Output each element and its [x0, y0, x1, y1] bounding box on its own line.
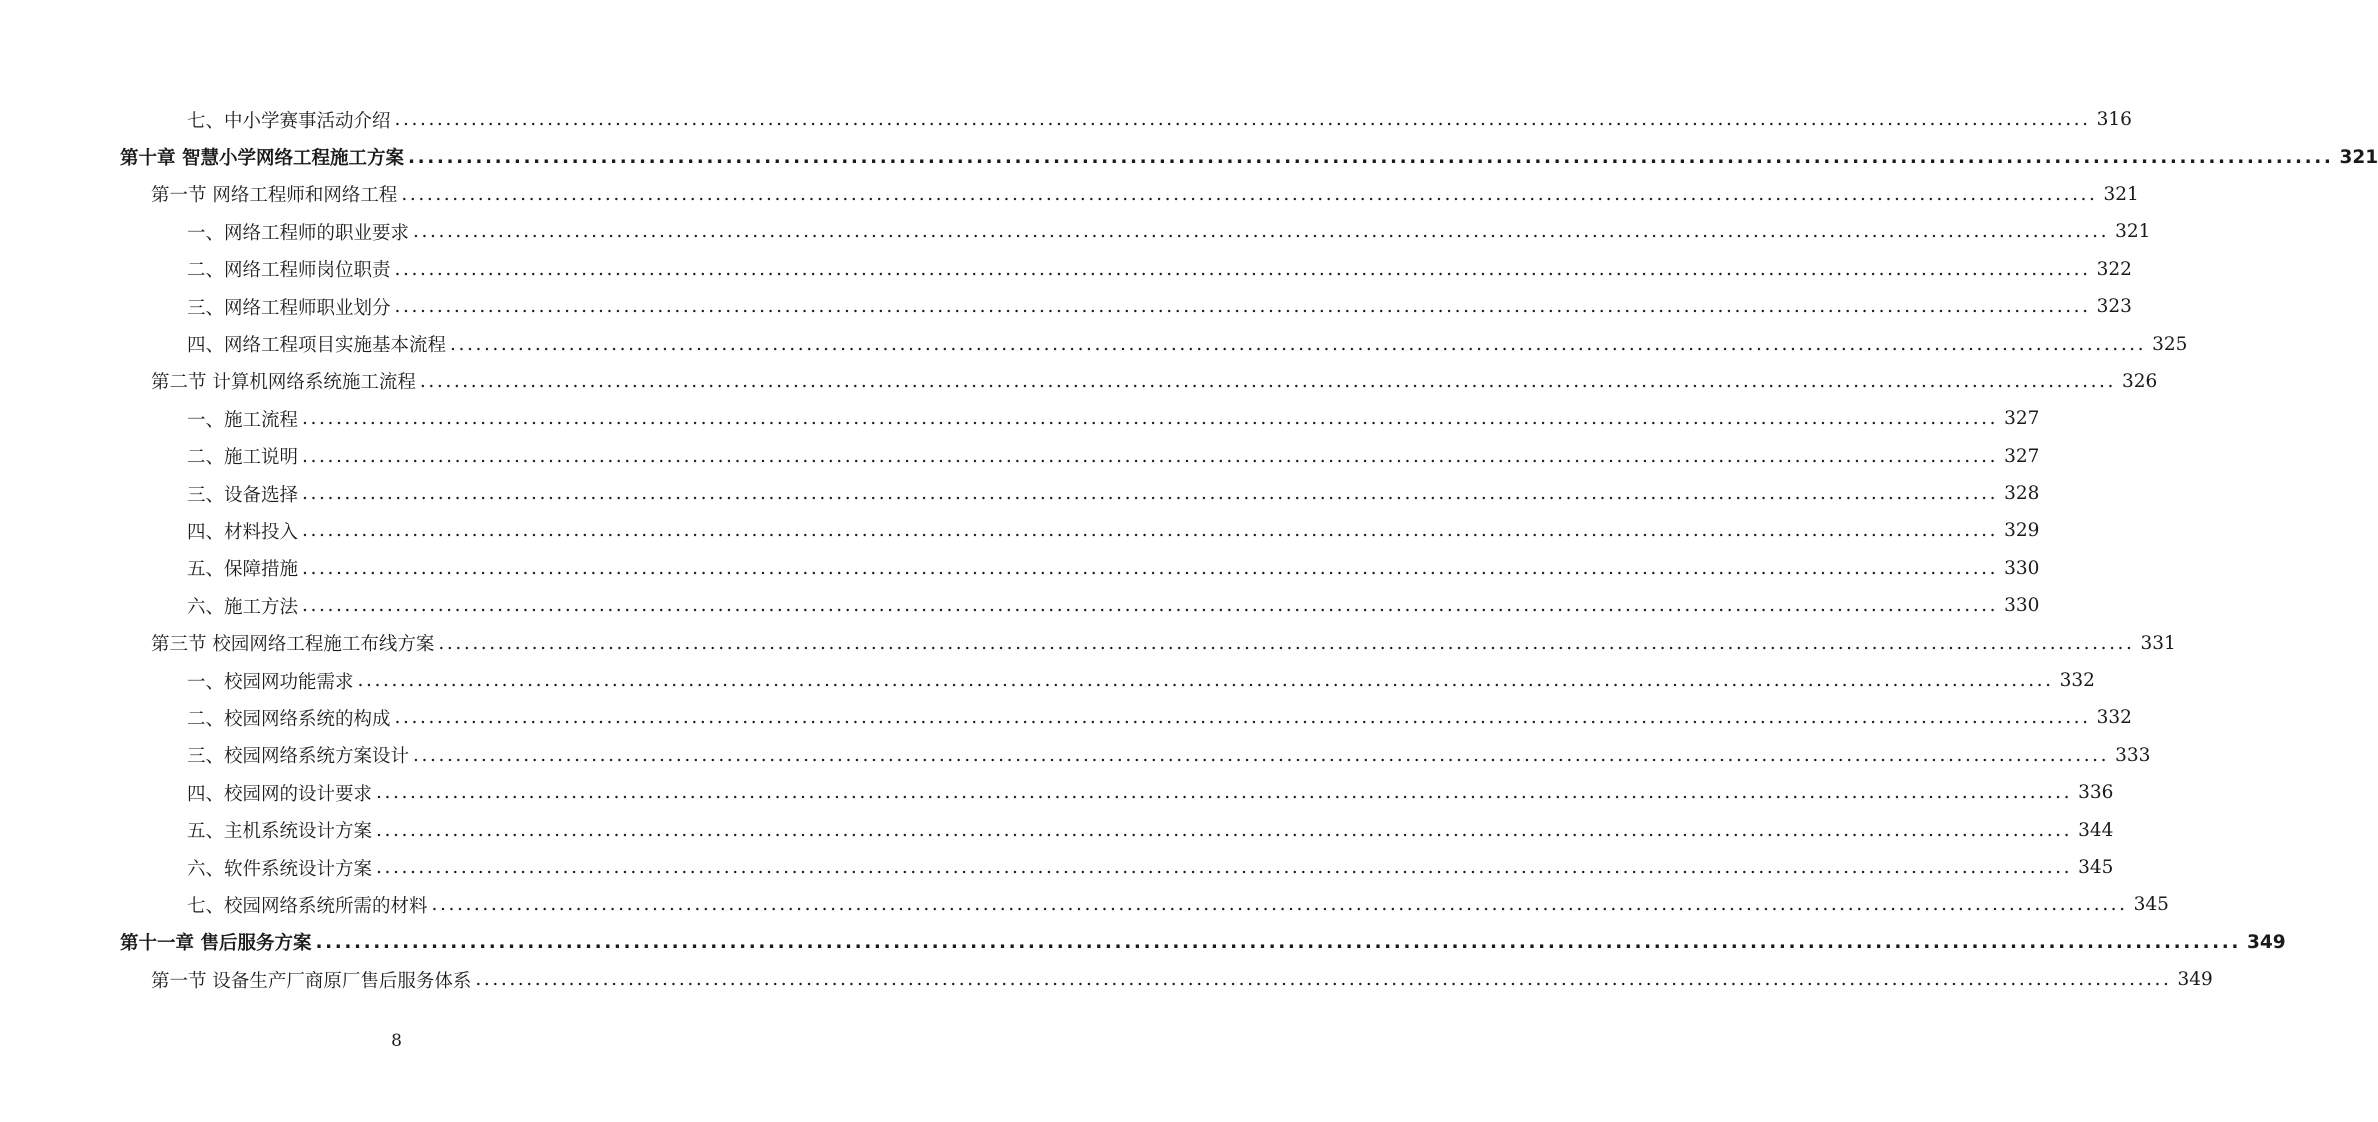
toc-entry-item[interactable] — [0, 213, 2151, 250]
toc-entry-item[interactable] — [0, 774, 2114, 811]
toc-entry-title: 六、软件系统设计方案 — [187, 858, 373, 880]
toc-entry-page: 328 — [2004, 483, 2040, 505]
dot-leader: ........................................................................................................................................................................................................ — [419, 370, 2117, 392]
dot-leader: ........................................................................................................................................................................................................ — [407, 146, 2334, 168]
toc-entry-item[interactable] — [0, 438, 2040, 475]
dot-leader: ........................................................................................................................................................................................................ — [413, 221, 2110, 243]
toc-entry-page: 349 — [2247, 931, 2286, 953]
toc-entry-page: 329 — [2004, 520, 2040, 542]
dot-leader: ........................................................................................................................................................................................................ — [475, 969, 2172, 991]
dot-leader: ........................................................................................................................................................................................................ — [302, 445, 1999, 467]
toc-entry-title: 七、校园网络系统所需的材料 — [187, 895, 428, 917]
toc-entry-section[interactable] — [0, 176, 2139, 213]
dot-leader: ........................................................................................................................................................................................................ — [394, 109, 2091, 131]
toc-entry-title: 第一节 设备生产厂商原厂售后服务体系 — [151, 970, 472, 992]
toc-entry-title: 二、网络工程师岗位职责 — [187, 260, 391, 282]
toc-entry-item[interactable] — [0, 325, 2188, 362]
toc-entry-item[interactable] — [0, 811, 2114, 848]
toc-entry-chapter[interactable] — [0, 924, 2286, 961]
toc-entry-page: 321 — [2103, 183, 2139, 205]
toc-entry-item[interactable] — [0, 400, 2040, 437]
toc-entry-page: 330 — [2004, 595, 2040, 617]
toc-entry-page: 331 — [2140, 632, 2176, 654]
toc-entry-section[interactable] — [0, 363, 2158, 400]
dot-leader: ........................................................................................................................................................................................................ — [302, 408, 1999, 430]
toc-entry-page: 336 — [2078, 782, 2114, 804]
toc-entry-item[interactable] — [0, 101, 2132, 138]
toc-entry-title: 三、设备选择 — [187, 484, 299, 506]
toc-entry-title: 第三节 校园网络工程施工布线方案 — [151, 634, 435, 656]
toc-entry-item[interactable] — [0, 849, 2114, 886]
toc-entry-item[interactable] — [0, 475, 2040, 512]
toc-entry-title: 二、校园网络系统的构成 — [187, 708, 391, 730]
toc-entry-title: 一、网络工程师的职业要求 — [187, 222, 410, 244]
toc-entry-title: 一、施工流程 — [187, 409, 299, 431]
toc-entry-page: 344 — [2078, 819, 2114, 841]
toc-entry-page: 321 — [2339, 146, 2378, 168]
toc-entry-page: 322 — [2096, 258, 2132, 280]
dot-leader: ........................................................................................................................................................................................................ — [413, 744, 2110, 766]
table-of-contents — [0, 101, 2378, 998]
toc-entry-title: 第十一章 售后服务方案 — [120, 933, 312, 955]
toc-entry-page: 332 — [2059, 670, 2095, 692]
toc-entry-page: 333 — [2115, 744, 2151, 766]
dot-leader: ........................................................................................................................................................................................................ — [376, 819, 2073, 841]
toc-entry-title: 二、施工说明 — [187, 447, 299, 469]
toc-entry-title: 三、网络工程师职业划分 — [187, 297, 391, 319]
dot-leader: ........................................................................................................................................................................................................ — [302, 557, 1999, 579]
toc-entry-item[interactable] — [0, 699, 2132, 736]
dot-leader: ........................................................................................................................................................................................................ — [357, 670, 2054, 692]
toc-entry-title: 第十章 智慧小学网络工程施工方案 — [120, 148, 404, 170]
dot-leader: ........................................................................................................................................................................................................ — [450, 333, 2147, 355]
toc-entry-page: 349 — [2177, 969, 2213, 991]
toc-entry-item[interactable] — [0, 587, 2040, 624]
toc-entry-page: 323 — [2096, 296, 2132, 318]
toc-entry-title: 六、施工方法 — [187, 596, 299, 618]
toc-entry-title: 第一节 网络工程师和网络工程 — [151, 185, 398, 207]
toc-entry-title: 五、主机系统设计方案 — [187, 821, 373, 843]
toc-entry-item[interactable] — [0, 512, 2040, 549]
toc-entry-title: 七、中小学赛事活动介绍 — [187, 110, 391, 132]
toc-entry-title: 四、网络工程项目实施基本流程 — [187, 335, 447, 357]
dot-leader: ........................................................................................................................................................................................................ — [401, 183, 2098, 205]
toc-entry-section[interactable] — [0, 961, 2213, 998]
dot-leader: ........................................................................................................................................................................................................ — [376, 857, 2073, 878]
toc-entry-page: 327 — [2004, 445, 2040, 467]
dot-leader: ........................................................................................................................................................................................................ — [376, 782, 2073, 804]
toc-entry-page: 316 — [2096, 109, 2132, 131]
toc-entry-item[interactable] — [0, 662, 2095, 699]
toc-entry-page: 345 — [2078, 857, 2114, 878]
toc-entry-page: 321 — [2115, 221, 2151, 243]
toc-entry-item[interactable] — [0, 737, 2151, 774]
toc-entry-section[interactable] — [0, 624, 2176, 661]
toc-entry-page: 332 — [2096, 707, 2132, 729]
dot-leader: ........................................................................................................................................................................................................ — [315, 931, 2242, 953]
toc-entry-page: 330 — [2004, 557, 2040, 579]
dot-leader: ........................................................................................................................................................................................................ — [302, 520, 1999, 542]
dot-leader: ........................................................................................................................................................................................................ — [394, 296, 2091, 318]
dot-leader: ........................................................................................................................................................................................................ — [394, 258, 2091, 280]
dot-leader: ........................................................................................................................................................................................................ — [302, 595, 1999, 617]
toc-entry-title: 五、保障措施 — [187, 559, 299, 581]
toc-entry-page: 327 — [2004, 408, 2040, 430]
toc-entry-item[interactable] — [0, 886, 2169, 923]
toc-entry-page: 325 — [2152, 333, 2188, 355]
toc-entry-title: 四、材料投入 — [187, 521, 299, 543]
dot-leader: ........................................................................................................................................................................................................ — [431, 894, 2128, 916]
dot-leader: ........................................................................................................................................................................................................ — [302, 483, 1999, 505]
toc-entry-item[interactable] — [0, 251, 2132, 288]
dot-leader: ........................................................................................................................................................................................................ — [438, 632, 2135, 654]
toc-entry-item[interactable] — [0, 288, 2132, 325]
toc-entry-title: 一、校园网功能需求 — [187, 671, 354, 693]
toc-entry-title: 第二节 计算机网络系统施工流程 — [151, 372, 416, 394]
toc-entry-title: 四、校园网的设计要求 — [187, 783, 373, 805]
toc-entry-page: 326 — [2122, 370, 2158, 392]
toc-entry-chapter[interactable] — [0, 138, 2378, 175]
toc-entry-page: 345 — [2133, 894, 2169, 916]
page-number: 8 — [391, 1031, 402, 1051]
toc-entry-title: 三、校园网络系统方案设计 — [187, 746, 410, 768]
dot-leader: ........................................................................................................................................................................................................ — [394, 707, 2091, 729]
toc-entry-item[interactable] — [0, 550, 2040, 587]
